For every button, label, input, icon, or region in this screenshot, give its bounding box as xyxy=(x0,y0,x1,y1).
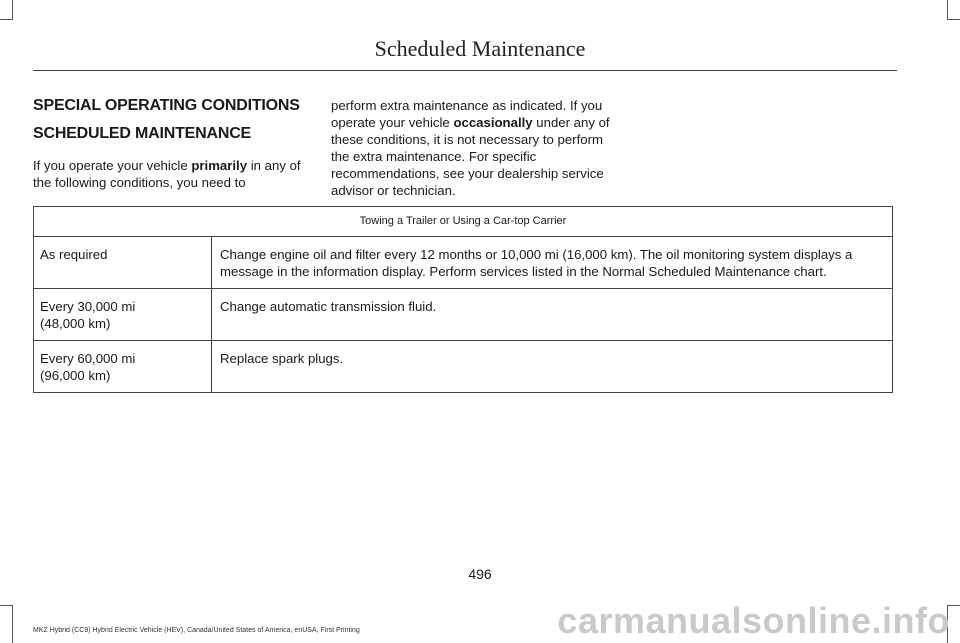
page-number: 496 xyxy=(468,566,492,582)
interval-text: Every 60,000 mi xyxy=(40,351,136,366)
intro-text-end: in any of the following conditions, you need to xyxy=(33,158,301,190)
intro-paragraph xyxy=(33,157,311,191)
table-row xyxy=(34,237,893,289)
continuation-text-end: under any of these conditions, it is not necessary to perform the extra maintenance. For specific recommendations, see your dealership service advisor or technician. xyxy=(331,115,610,198)
section-heading-scheduled-maintenance: SCHEDULED MAINTENANCE xyxy=(33,125,252,142)
crop-mark-bottom-left-h xyxy=(0,605,13,606)
section-heading-special-conditions: SPECIAL OPERATING CONDITIONS xyxy=(33,97,300,114)
table-title: Towing a Trailer or Using a Car-top Carrier xyxy=(34,207,893,237)
watermark: carmanualsonline.info xyxy=(557,600,950,641)
left-column xyxy=(33,97,311,191)
intro-text-start: If you operate your vehicle xyxy=(33,158,192,173)
continuation-emphasis: occasionally xyxy=(453,115,533,130)
continuation-text-start: perform extra maintenance as indicated. If you operate your vehicle xyxy=(331,98,603,130)
table-row xyxy=(34,289,893,341)
middle-column xyxy=(331,97,616,199)
crop-mark-top-left-v xyxy=(12,0,13,20)
crop-mark-top-right-v xyxy=(947,0,948,20)
interval-text: As required xyxy=(40,247,108,262)
interval-cell xyxy=(34,289,212,341)
document-footer: MKZ Hybrid (CC9) Hybrid Electric Vehicle (HEV), Canada/United States of America, enUSA, First Printing xyxy=(33,627,360,634)
task-cell: Replace spark plugs. xyxy=(212,341,893,393)
continuation-paragraph xyxy=(331,97,616,199)
task-cell: Change automatic transmission fluid. xyxy=(212,289,893,341)
table-row xyxy=(34,341,893,393)
task-cell: Change engine oil and filter every 12 months or 10,000 mi (16,000 km). The oil monitoring system displays a message in the information display. Perform services listed in the Normal Scheduled Maintenance chart. xyxy=(212,237,893,289)
page-header-title: Scheduled Maintenance xyxy=(374,36,586,61)
crop-mark-bottom-left-v xyxy=(12,605,13,643)
interval-text: Every 30,000 mi xyxy=(40,299,136,314)
crop-mark-top-right-h xyxy=(947,19,960,20)
interval-metric-text: (48,000 km) xyxy=(40,316,111,331)
maintenance-table xyxy=(33,206,893,393)
header-divider xyxy=(33,70,897,71)
interval-cell xyxy=(34,341,212,393)
interval-cell xyxy=(34,237,212,289)
table-header-row xyxy=(34,207,893,237)
intro-emphasis: primarily xyxy=(191,158,248,173)
crop-mark-top-left-h xyxy=(0,19,13,20)
interval-metric-text: (96,000 km) xyxy=(40,368,111,383)
